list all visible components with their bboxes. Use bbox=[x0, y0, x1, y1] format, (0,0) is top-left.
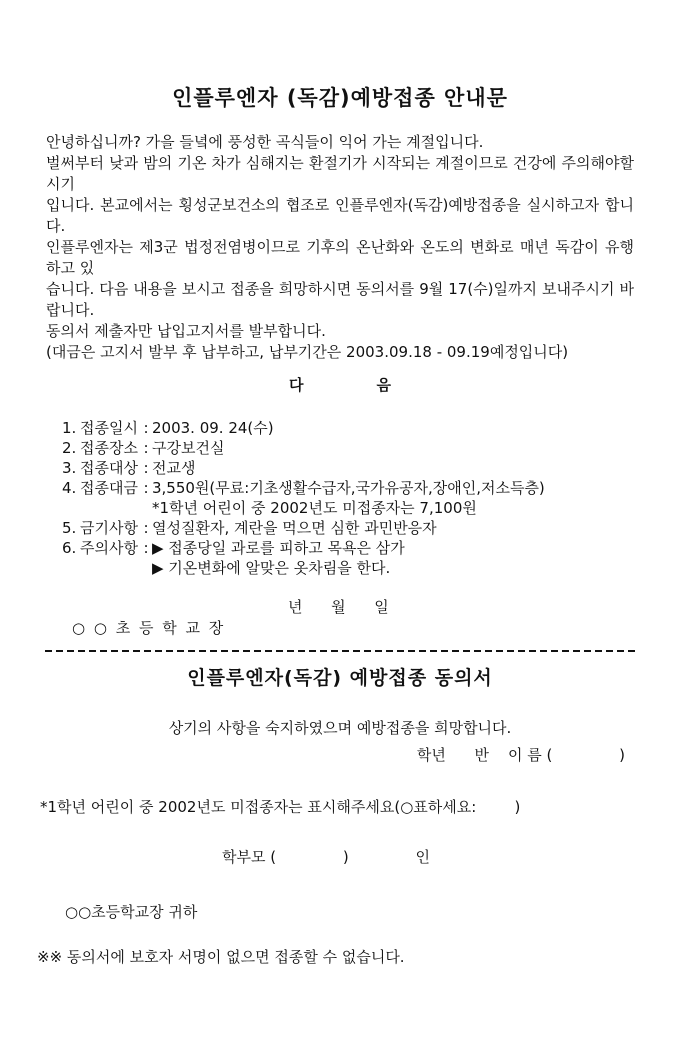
dashed-divider bbox=[45, 650, 635, 652]
item-number: 3. bbox=[62, 459, 77, 477]
notice-document bbox=[0, 84, 680, 1046]
item-label: 접종대상 bbox=[80, 459, 138, 477]
item-colon: : bbox=[143, 519, 149, 537]
item-number: 1. bbox=[62, 419, 77, 437]
list-item-contraindications bbox=[62, 518, 634, 538]
intro-line: 입니다. 본교에서는 횡성군보건소의 협조로 인플루엔자(독감)예방접종을 실시하고자 합니다. bbox=[46, 196, 634, 235]
intro-line: 안녕하십니까? 가을 들녘에 풍성한 곡식들이 익어 가는 계절입니다. bbox=[46, 133, 484, 151]
unvaccinated-mark-line: *1학년 어린이 중 2002년도 미접종자는 표시해주세요(○표하세요: ) bbox=[40, 798, 521, 816]
list-item-precautions bbox=[62, 538, 634, 558]
item-colon: : bbox=[143, 539, 149, 557]
intro-line: 동의서 제출자만 납입고지서를 발부합니다. bbox=[46, 322, 326, 340]
item-value: 2003. 09. 24(수) bbox=[152, 419, 274, 437]
precaution-extra-note: ▶ 기온변화에 알맞은 옷차림을 한다. bbox=[152, 559, 391, 577]
item-value: ▶ 접종당일 과로를 피하고 목욕은 삼가 bbox=[152, 539, 405, 557]
list-item-vaccination-date bbox=[62, 418, 634, 438]
item-value: 구강보건실 bbox=[152, 439, 225, 457]
fee-exception-note: *1학년 어린이 중 2002년도 미접종자는 7,100원 bbox=[152, 499, 477, 517]
item-colon: : bbox=[143, 439, 149, 457]
item-number: 6. bbox=[62, 539, 77, 557]
item-label: 접종장소 bbox=[80, 439, 138, 457]
following-heading: 다 음 bbox=[288, 376, 392, 394]
item-number: 2. bbox=[62, 439, 77, 457]
principal-signature: ○ ○ 초 등 학 교 장 bbox=[72, 619, 226, 637]
addressee-line: ○○초등학교장 귀하 bbox=[65, 903, 198, 921]
list-item-vaccination-place bbox=[62, 438, 634, 458]
item-number: 5. bbox=[62, 519, 77, 537]
item-label: 접종일시 bbox=[80, 419, 138, 437]
parent-signature-line: 학부모 ( ) 인 bbox=[222, 848, 430, 866]
item-value: 열성질환자, 계란을 먹으면 심한 과민반응자 bbox=[152, 519, 437, 537]
date-blank-line: 년 월 일 bbox=[288, 598, 389, 616]
notice-detail-list bbox=[62, 418, 634, 578]
item-value: 전교생 bbox=[152, 459, 196, 477]
grade-class-name-blank-line: 학년 반 이 름 ( ) bbox=[416, 746, 625, 764]
payment-note: (대금은 고지서 발부 후 납부하고, 납부기간은 2003.09.18 - 09.19예정입니다) bbox=[46, 343, 569, 361]
notice-title: 인플루엔자 (독감)예방접종 안내문 bbox=[172, 86, 508, 110]
item-label: 금기사항 bbox=[80, 519, 138, 537]
intro-line: 습니다. 다음 내용을 보시고 접종을 희망하시면 동의서를 9월 17(수)일까지 보내주시기 바랍니다. bbox=[46, 280, 634, 319]
item-number: 4. bbox=[62, 479, 77, 497]
list-item-vaccination-fee bbox=[62, 478, 634, 498]
consent-title: 인플루엔자(독감) 예방접종 동의서 bbox=[187, 667, 493, 689]
item-label: 접종대금 bbox=[80, 479, 138, 497]
item-colon: : bbox=[143, 479, 149, 497]
signature-warning: ※※ 동의서에 보호자 서명이 없으면 접종할 수 없습니다. bbox=[37, 948, 405, 966]
item-value: 3,550원(무료:기초생활수급자,국가유공자,장애인,저소득층) bbox=[152, 479, 545, 497]
intro-line: 벌써부터 낮과 밤의 기온 차가 심해지는 환절기가 시작되는 계절이므로 건강에 주의해야할 시기 bbox=[46, 154, 639, 193]
item-label: 주의사항 bbox=[80, 539, 138, 557]
intro-line: 인플루엔자는 제3군 법정전염병이므로 기후의 온난화와 온도의 변화로 매년 독감이 유행하고 있 bbox=[46, 238, 634, 277]
item-colon: : bbox=[143, 419, 149, 437]
item-colon: : bbox=[143, 459, 149, 477]
consent-statement: 상기의 사항을 숙지하였으며 예방접종을 희망합니다. bbox=[168, 719, 512, 737]
notice-intro bbox=[46, 132, 639, 363]
list-item-vaccination-target bbox=[62, 458, 634, 478]
